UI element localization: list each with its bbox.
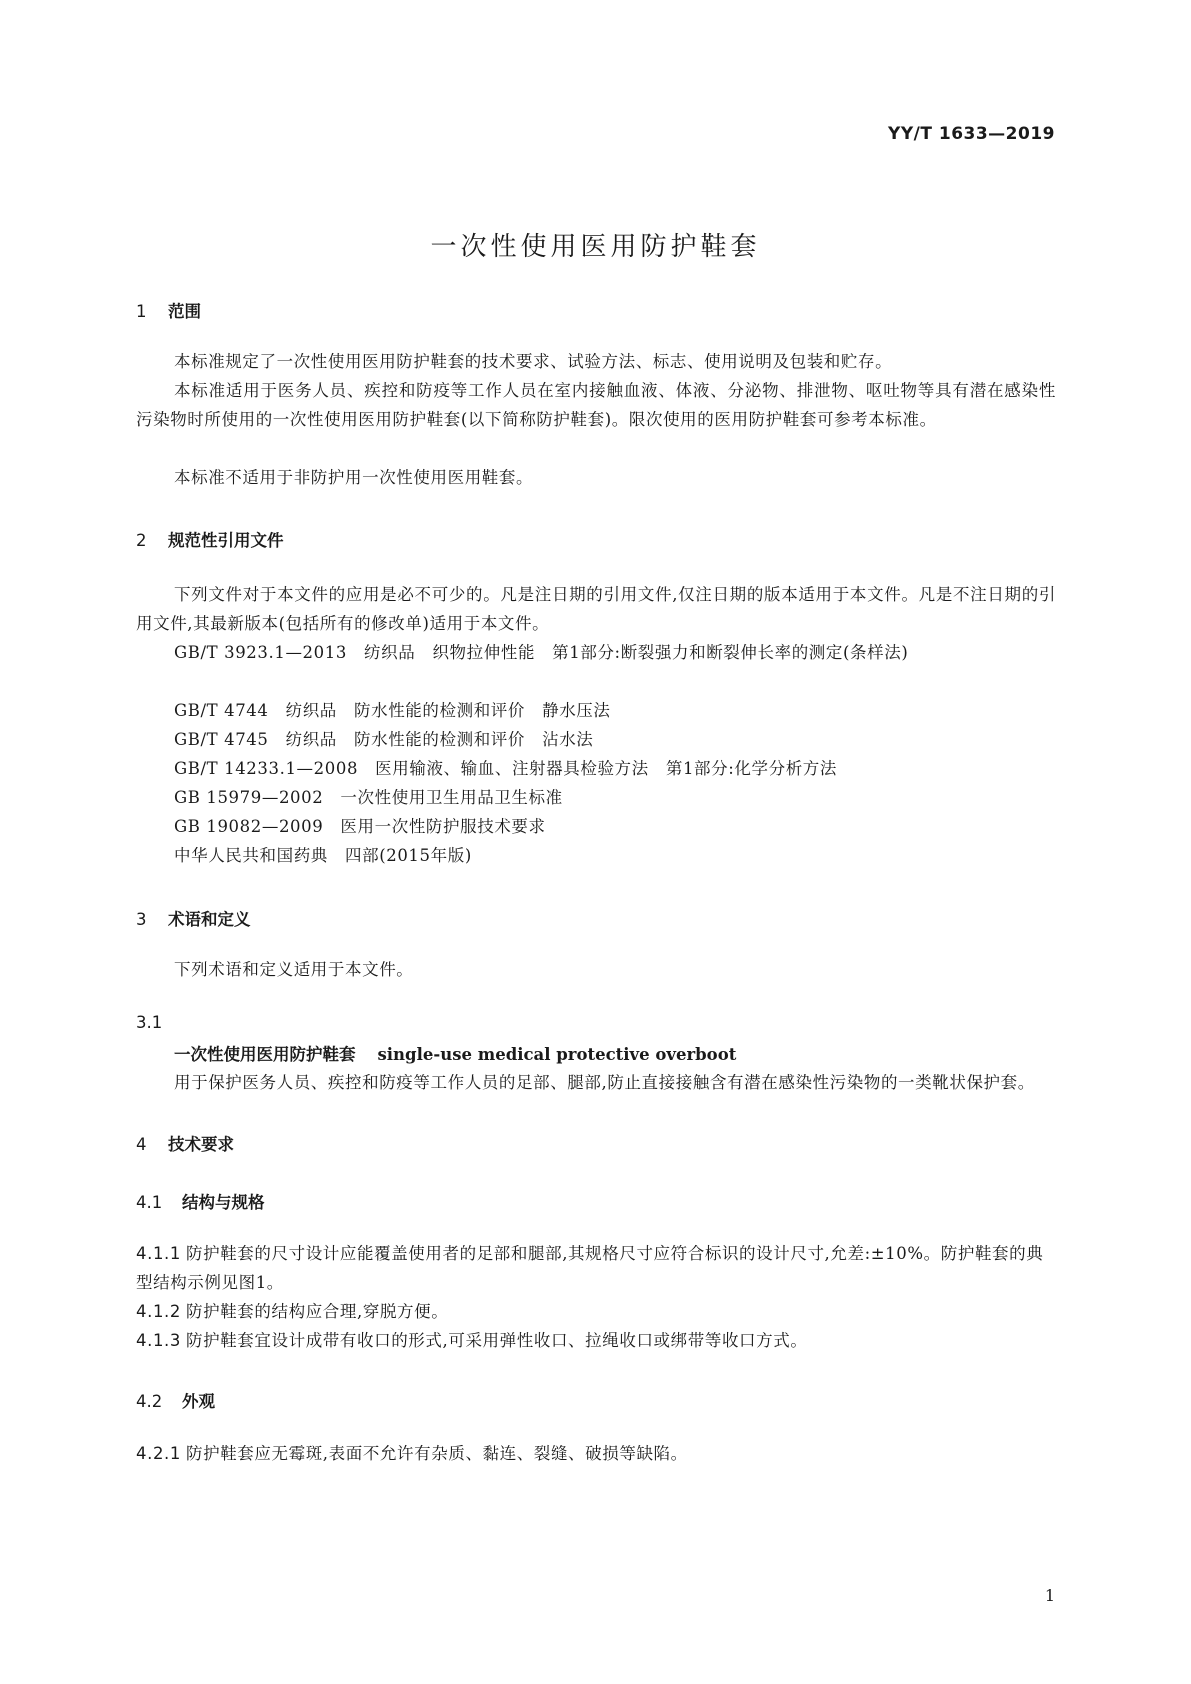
clause-number: 4.2.1 [136,1444,181,1463]
clause-4-1-1 [136,1239,1056,1297]
section-title: 规范性引用文件 [168,531,284,550]
section-title: 技术要求 [168,1135,234,1154]
clause-4-2-1 [136,1439,1056,1468]
scope-paragraph-2: 本标准适用于医务人员、疾控和防疫等工作人员在室内接触血液、体液、分泌物、排泄物、呕吐物等具有潜在感染性污染物时所使用的一次性使用医用防护鞋套(以下简称防护鞋套)。限次使用的医用防护鞋套可参考本标准。 [136,381,1056,429]
reference-item: GB/T 14233.1—2008 医用输液、输血、注射器具检验方法 第1部分:化学分析方法 [174,759,837,778]
section-title: 范围 [168,302,201,321]
reference-item: GB 15979—2002 一次性使用卫生用品卫生标准 [174,788,563,807]
reference-item: 中华人民共和国药典 四部(2015年版) [174,846,472,865]
section-title: 术语和定义 [168,910,251,929]
term-chinese: 一次性使用医用防护鞋套 [174,1045,356,1064]
subsection-title: 结构与规格 [182,1193,265,1212]
scope-paragraph-3: 本标准不适用于非防护用一次性使用医用鞋套。 [174,468,534,487]
section-number: 3 [136,910,147,929]
section-3-heading [136,906,251,930]
subsection-number: 4.2 [136,1392,163,1411]
reference-item: GB/T 3923.1—2013 纺织品 织物拉伸性能 第1部分:断裂强力和断裂伸长率的测定(条样法) [174,643,909,662]
term-english: single-use medical protective overboot [377,1045,737,1064]
term-number: 3.1 [136,1013,163,1032]
section-number: 4 [136,1135,147,1154]
scope-paragraph-1: 本标准规定了一次性使用医用防护鞋套的技术要求、试验方法、标志、使用说明及包装和贮存。 [174,352,893,371]
clause-text: 防护鞋套宜设计成带有收口的形式,可采用弹性收口、拉绳收口或绑带等收口方式。 [186,1331,808,1350]
reference-item: GB/T 4744 纺织品 防水性能的检测和评价 静水压法 [174,701,611,720]
terms-intro: 下列术语和定义适用于本文件。 [174,960,414,979]
subsection-4-1-heading [136,1189,265,1213]
reference-item: GB 19082—2009 医用一次性防护服技术要求 [174,817,546,836]
section-number: 2 [136,531,147,550]
clause-4-1-2 [136,1297,1056,1326]
term-definition: 用于保护医务人员、疾控和防疫等工作人员的足部、腿部,防止直接接触含有潜在感染性污染物的一类靴状保护套。 [174,1073,1035,1092]
section-number: 1 [136,302,147,321]
clause-number: 4.1.1 [136,1244,181,1263]
reference-item: GB/T 4745 纺织品 防水性能的检测和评价 沾水法 [174,730,594,749]
section-2-heading [136,527,284,551]
section-4-heading [136,1131,234,1155]
term-entry [174,1041,736,1065]
clause-text: 防护鞋套应无霉斑,表面不允许有杂质、黏连、裂缝、破损等缺陷。 [186,1444,688,1463]
section-1-heading [136,298,201,322]
page-number: 1 [1044,1586,1055,1605]
clause-text: 防护鞋套的结构应合理,穿脱方便。 [186,1302,449,1321]
document-title: 一次性使用医用防护鞋套 [430,232,761,262]
references-intro: 下列文件对于本文件的应用是必不可少的。凡是注日期的引用文件,仅注日期的版本适用于本文件。凡是不注日期的引用文件,其最新版本(包括所有的修改单)适用于本文件。 [136,585,1056,633]
subsection-title: 外观 [182,1392,215,1411]
subsection-4-2-heading [136,1388,215,1412]
clause-4-1-3 [136,1326,1056,1355]
subsection-number: 4.1 [136,1193,163,1212]
clause-number: 4.1.2 [136,1302,181,1321]
clause-text: 防护鞋套的尺寸设计应能覆盖使用者的足部和腿部,其规格尺寸应符合标识的设计尺寸,允差:±10%。防护鞋套的典型结构示例见图1。 [136,1244,1044,1292]
standard-code: YY/T 1633—2019 [888,124,1055,144]
clause-number: 4.1.3 [136,1331,181,1350]
